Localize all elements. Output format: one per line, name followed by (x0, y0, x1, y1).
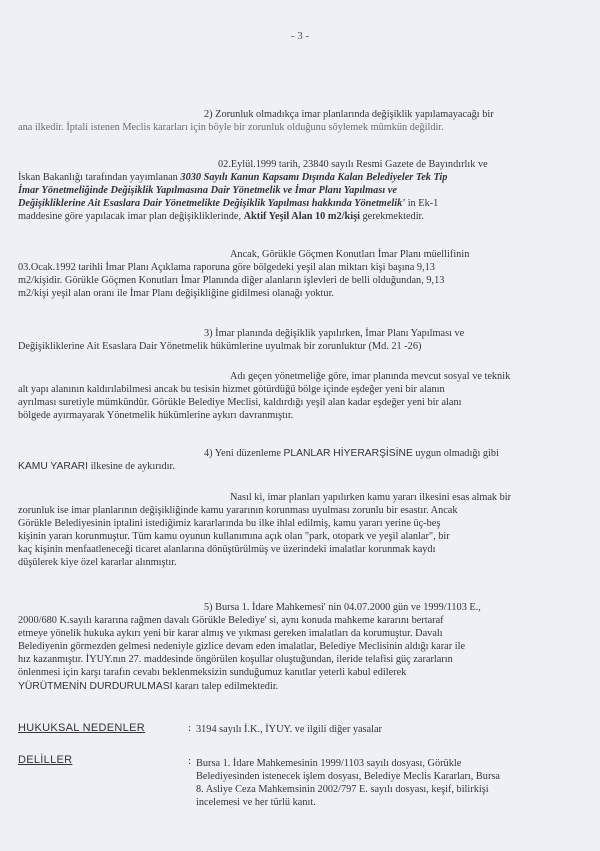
regulation-title: 3030 Sayılı Kanun Kapsamı Dışında Kalan Belediyeler Tek Tip (180, 172, 448, 184)
paragraph-line (18, 210, 573, 223)
page-number: - 3 - (290, 30, 310, 42)
paragraph-line: 03.Ocak.1992 tarihli İmar Planı Açıklama raporuna göre bölgedeki yeşil alan miktarı kişi başına 9,13 (18, 262, 435, 274)
paragraph-line (18, 197, 573, 210)
text-run: 4) Yeni düzenleme (204, 448, 284, 459)
evidence-line: incelemesi ve her türlü kanıt. (196, 797, 316, 809)
paragraph-line: ana ilkedir. İptali istenen Meclis kararları için böyle bir zorunluk olduğunu söylemek mümkün değildir. (18, 122, 444, 134)
paragraph-line: kaç kişinin menfaatleneceği ticaret alanlarına dönüştürülmüş ve üzerindeki imalatlar korunmak kaydı (18, 544, 436, 556)
text-run: kararı talep edilmektedir. (172, 680, 279, 692)
paragraph-mahkeme-karari (18, 601, 573, 693)
emphasis-caps: KAMU YARARI (18, 461, 88, 473)
paragraph-line: ayrılması suretiyle mümkündür. Görükle Belediye Meclisi, kaldırdığı yeşil alan kadar eşdeğer yeni bir alanı (18, 397, 462, 409)
emphasis-caps: YÜRÜTMENİN DURDURULMASI (18, 680, 173, 692)
paragraph-line (18, 680, 573, 693)
legal-grounds-colon: : (188, 722, 192, 734)
paragraph-zorunluk (18, 108, 573, 134)
paragraph-line: alt yapı alanının kaldırılabilmesi ancak bu tesisin hizmet götürdüğü bölge içinde eşdeğer yeni bir alanın (18, 384, 445, 396)
text-run: İskan Bakanlığı tarafından yayımlanan (18, 172, 181, 184)
regulation-title: İmar Yönetmeliğinde Değişiklik Yapılmasına Dair Yönetmelik ve İmar Planı Yapılması ve (18, 185, 397, 197)
text-run: maddesine göre yapılacak imar plan değişikliklerinde, (18, 211, 244, 223)
paragraph-line: hız kazanmıştır. İYUY.nın 27. maddesinde öngörülen koşullar oluştuğundan, ileride telafisi güç zararların (18, 654, 453, 666)
paragraph-line (18, 460, 573, 473)
paragraph-line: Belediyenin görmezden gelmesi nedeniyle gizlice devam eden imalatlar, Belediye Meclisinin aldığı karar ile (18, 641, 466, 653)
evidence-line: Bursa 1. İdare Mahkemesinin 1999/1103 sayılı dosyası, Görükle (196, 758, 462, 769)
evidence-line: Belediyesinden istenecek işlem dosyası, Belediye Meclis Kararları, Bursa (196, 771, 500, 783)
paragraph-line: kişinin yararı korunmuştur. Tüm kamu oyunun kullanımına açık olan "park, otopark ve yeşil alanlar", bir (18, 531, 450, 543)
text-run: gerekmektedir. (359, 211, 424, 223)
paragraph-imar-plani (18, 327, 573, 353)
paragraph-line: Değişikliklerine Ait Esaslara Dair Yönetmelik hükümlerine uyulmak bir zorunluktur (Md. 21 -26) (18, 341, 422, 353)
paragraph-resmi-gazete (18, 158, 573, 223)
regulation-title: Değişikliklerine Ait Esaslara Dair Yönetmelikte Değişiklik Yapılması hakkında Yönetmelik' (18, 198, 406, 210)
paragraph-yonetmelik (18, 370, 573, 422)
text-run: ilkesine de aykırıdır. (88, 461, 175, 473)
paragraph-line: m2/kişi yeşil alan oranı ile İmar Planı değişikliğine gidilmesi olanağı yoktur. (18, 288, 335, 300)
paragraph-line: 2) Zorunluk olmadıkça imar planlarında değişiklik yapılamayacağı bir (204, 109, 494, 120)
paragraph-planlar-hiyerarsisi (18, 447, 573, 473)
paragraph-line: 5) Bursa 1. İdare Mahkemesi' nin 04.07.2000 gün ve 1999/1103 E., (204, 602, 481, 613)
paragraph-line: Adı geçen yönetmeliğe göre, imar planında mevcut sosyal ve teknik (230, 371, 511, 382)
evidence-colon: : (188, 755, 192, 767)
evidence-line: 8. Asliye Ceza Mahkemsinin 2002/797 E. sayılı dosyası, keşif, bilirkişi (196, 784, 489, 796)
paragraph-line: bölgede ayırmayarak Yönetmelik hükümlerine aykırı davranmıştır. (18, 410, 294, 422)
paragraph-line: etmeye yönelik hukuka aykırı yeni bir karar almış ve yıkması gereken imalatları da korumuştur. Davalı (18, 628, 443, 640)
paragraph-line: 2000/680 K.sayılı kararına rağmen davalı Görükle Belediye' si, aynı konuda mahkeme kararını bertaraf (18, 615, 444, 627)
paragraph-line: önlenmesi için karşı tarafın cevabı beklenmeksizin sunduğumuz kanıtlar yeterli kabul edilerek (18, 667, 407, 679)
evidence-label: DELİLLER (18, 754, 73, 766)
paragraph-ancak (18, 248, 573, 300)
paragraph-line: Ancak, Görükle Göçmen Konutları İmar Planı müellifinin (230, 249, 470, 260)
paragraph-line: m2/kişidir. Görükle Göçmen Konutları İmar Planında diğer alanların işlevleri de belli olduğundan, 9,13 (18, 275, 445, 287)
paragraph-line (18, 171, 573, 184)
paragraph-line: zorunluk ise imar planlarının değişikliğinde kamu yararının korunması uyulması zorunlu bir esastır. Ancak (18, 505, 458, 517)
text-run: uygun olmadığı gibi (412, 448, 499, 459)
paragraph-line: 02.Eylül.1999 tarih, 23840 sayılı Resmi Gazete de Bayındırlık ve (218, 159, 488, 170)
legal-grounds-label: HUKUKSAL NEDENLER (18, 722, 145, 734)
paragraph-line: Nasıl ki, imar planları yapılırken kamu yararı ilkesini esas almak bir (230, 492, 512, 503)
evidence-value (196, 757, 578, 809)
text-run: in Ek-1 (405, 198, 439, 210)
legal-grounds-value: 3194 sayılı İ.K., İYUY. ve ilgili diğer yasalar (196, 724, 382, 735)
paragraph-line: Görükle Belediyesinin iptalini istediğimiz kararlarında bu ilke ihlal edilmiş, kamu yararı yerine üç-beş (18, 518, 441, 530)
paragraph-kamu-yarari (18, 491, 573, 570)
paragraph-line: 3) İmar planında değişiklik yapılırken, İmar Planı Yapılması ve (204, 328, 465, 339)
paragraph-line: düşülerek kiye özel kararlar alınmıştır. (18, 557, 177, 569)
green-area-requirement: Aktif Yeşil Alan 10 m2/kişi (243, 211, 360, 223)
emphasis-caps: PLANLAR HİYERARŞİSİNE (283, 448, 413, 459)
paragraph-line (18, 447, 573, 460)
